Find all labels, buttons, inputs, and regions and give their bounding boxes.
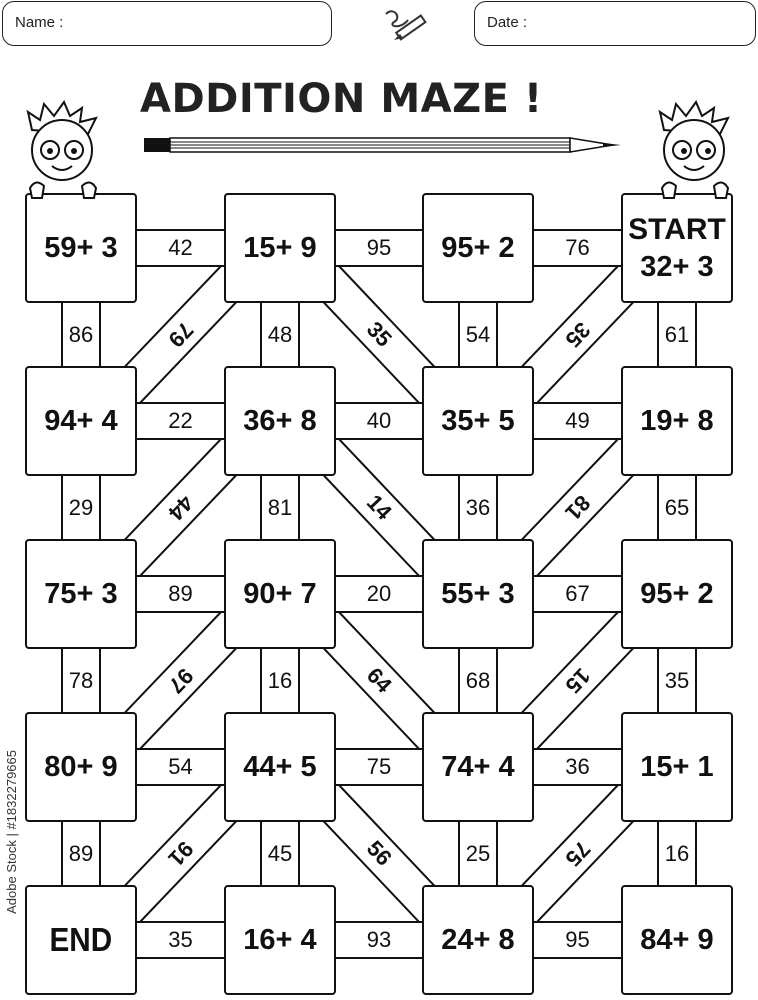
cell-expression: 32+ 3 (640, 250, 714, 283)
vertical-link[interactable]: 89 (61, 820, 101, 887)
horizontal-link[interactable]: 67 (532, 575, 623, 613)
maze-cell[interactable] (224, 366, 336, 476)
horizontal-link[interactable]: 93 (334, 921, 424, 959)
horizontal-link[interactable]: 76 (532, 229, 623, 267)
vertical-link[interactable]: 86 (61, 301, 101, 368)
date-field[interactable] (474, 1, 756, 46)
maze-cell[interactable] (422, 193, 534, 303)
horizontal-link[interactable]: 95 (532, 921, 623, 959)
maze-cell[interactable] (621, 539, 733, 649)
diagonal-link-value: 14 (361, 489, 397, 525)
diagonal-link-value: 75 (560, 836, 596, 872)
vertical-link[interactable]: 25 (458, 820, 498, 887)
cell-expression: 16+ 4 (243, 923, 317, 956)
vertical-link[interactable]: 81 (260, 474, 300, 541)
diagonal-link-value: 35 (361, 316, 397, 352)
maze-cell[interactable] (422, 885, 534, 995)
watermark: Adobe Stock | #1832279665 (4, 750, 19, 914)
cell-expression: 95+ 2 (640, 577, 714, 610)
vertical-link[interactable]: 16 (260, 647, 300, 714)
maze-cell[interactable] (25, 193, 137, 303)
vertical-link[interactable]: 78 (61, 647, 101, 714)
diagonal-link-value: 91 (163, 836, 199, 872)
vertical-link[interactable]: 54 (458, 301, 498, 368)
cell-expression: 74+ 4 (441, 750, 515, 783)
maze-cell[interactable] (25, 366, 137, 476)
cell-expression: 75+ 3 (44, 577, 118, 610)
diagonal-link-value: 56 (361, 835, 397, 871)
horizontal-link[interactable]: 20 (334, 575, 424, 613)
cell-expression: 15+ 9 (243, 231, 317, 264)
diagonal-link-value: 64 (361, 662, 397, 698)
kid-left-icon (20, 100, 106, 200)
cell-expression: 94+ 4 (44, 404, 118, 437)
cell-expression: 95+ 2 (441, 231, 515, 264)
maze-cell[interactable] (224, 885, 336, 995)
start-label: START (628, 212, 726, 246)
vertical-link[interactable]: 36 (458, 474, 498, 541)
vertical-link[interactable]: 45 (260, 820, 300, 887)
maze-cell[interactable] (621, 193, 733, 303)
cell-expression: 84+ 9 (640, 923, 714, 956)
date-label: Date : (487, 14, 528, 31)
cell-expression: 15+ 1 (640, 750, 714, 783)
pencil-doodle-icon (380, 4, 430, 48)
cell-expression: 19+ 8 (640, 404, 714, 437)
cell-expression: 24+ 8 (441, 923, 515, 956)
kid-right-icon (652, 100, 738, 200)
cell-expression: 59+ 3 (44, 231, 118, 264)
maze-cell[interactable] (422, 712, 534, 822)
maze-cell[interactable] (224, 539, 336, 649)
horizontal-link[interactable]: 40 (334, 402, 424, 440)
maze-cell[interactable] (621, 366, 733, 476)
vertical-link[interactable]: 65 (657, 474, 697, 541)
pencil-icon (143, 133, 623, 157)
maze-cell[interactable] (224, 712, 336, 822)
maze-cell[interactable] (422, 539, 534, 649)
horizontal-link[interactable]: 54 (135, 748, 226, 786)
cell-expression: 35+ 5 (441, 404, 515, 437)
diagonal-link-value: 97 (163, 663, 199, 699)
maze-cell[interactable] (224, 193, 336, 303)
cell-expression: END (49, 921, 113, 958)
vertical-link[interactable]: 16 (657, 820, 697, 887)
name-field[interactable] (2, 1, 332, 46)
cell-expression: 55+ 3 (441, 577, 515, 610)
maze-cell[interactable] (25, 539, 137, 649)
horizontal-link[interactable]: 35 (135, 921, 226, 959)
diagonal-link-value: 15 (560, 663, 596, 699)
page-title: ADDITION MAZE ! (140, 76, 543, 122)
horizontal-link[interactable]: 75 (334, 748, 424, 786)
cell-expression: 80+ 9 (44, 750, 118, 783)
vertical-link[interactable]: 48 (260, 301, 300, 368)
maze-cell[interactable] (621, 712, 733, 822)
horizontal-link[interactable]: 36 (532, 748, 623, 786)
diagonal-link-value: 44 (163, 490, 199, 526)
vertical-link[interactable]: 68 (458, 647, 498, 714)
diagonal-link-value: 81 (560, 490, 596, 526)
name-label: Name : (15, 14, 64, 31)
cell-expression: 36+ 8 (243, 404, 317, 437)
vertical-link[interactable]: 61 (657, 301, 697, 368)
maze-cell[interactable] (25, 885, 137, 995)
maze-cell[interactable] (25, 712, 137, 822)
horizontal-link[interactable]: 42 (135, 229, 226, 267)
diagonal-link-value: 35 (560, 317, 596, 353)
vertical-link[interactable]: 35 (657, 647, 697, 714)
diagonal-link-value: 79 (163, 317, 199, 353)
maze-cell[interactable] (621, 885, 733, 995)
horizontal-link[interactable]: 95 (334, 229, 424, 267)
cell-expression: 44+ 5 (243, 750, 317, 783)
horizontal-link[interactable]: 22 (135, 402, 226, 440)
horizontal-link[interactable]: 89 (135, 575, 226, 613)
horizontal-link[interactable]: 49 (532, 402, 623, 440)
maze-cell[interactable] (422, 366, 534, 476)
vertical-link[interactable]: 29 (61, 474, 101, 541)
cell-expression: 90+ 7 (243, 577, 317, 610)
